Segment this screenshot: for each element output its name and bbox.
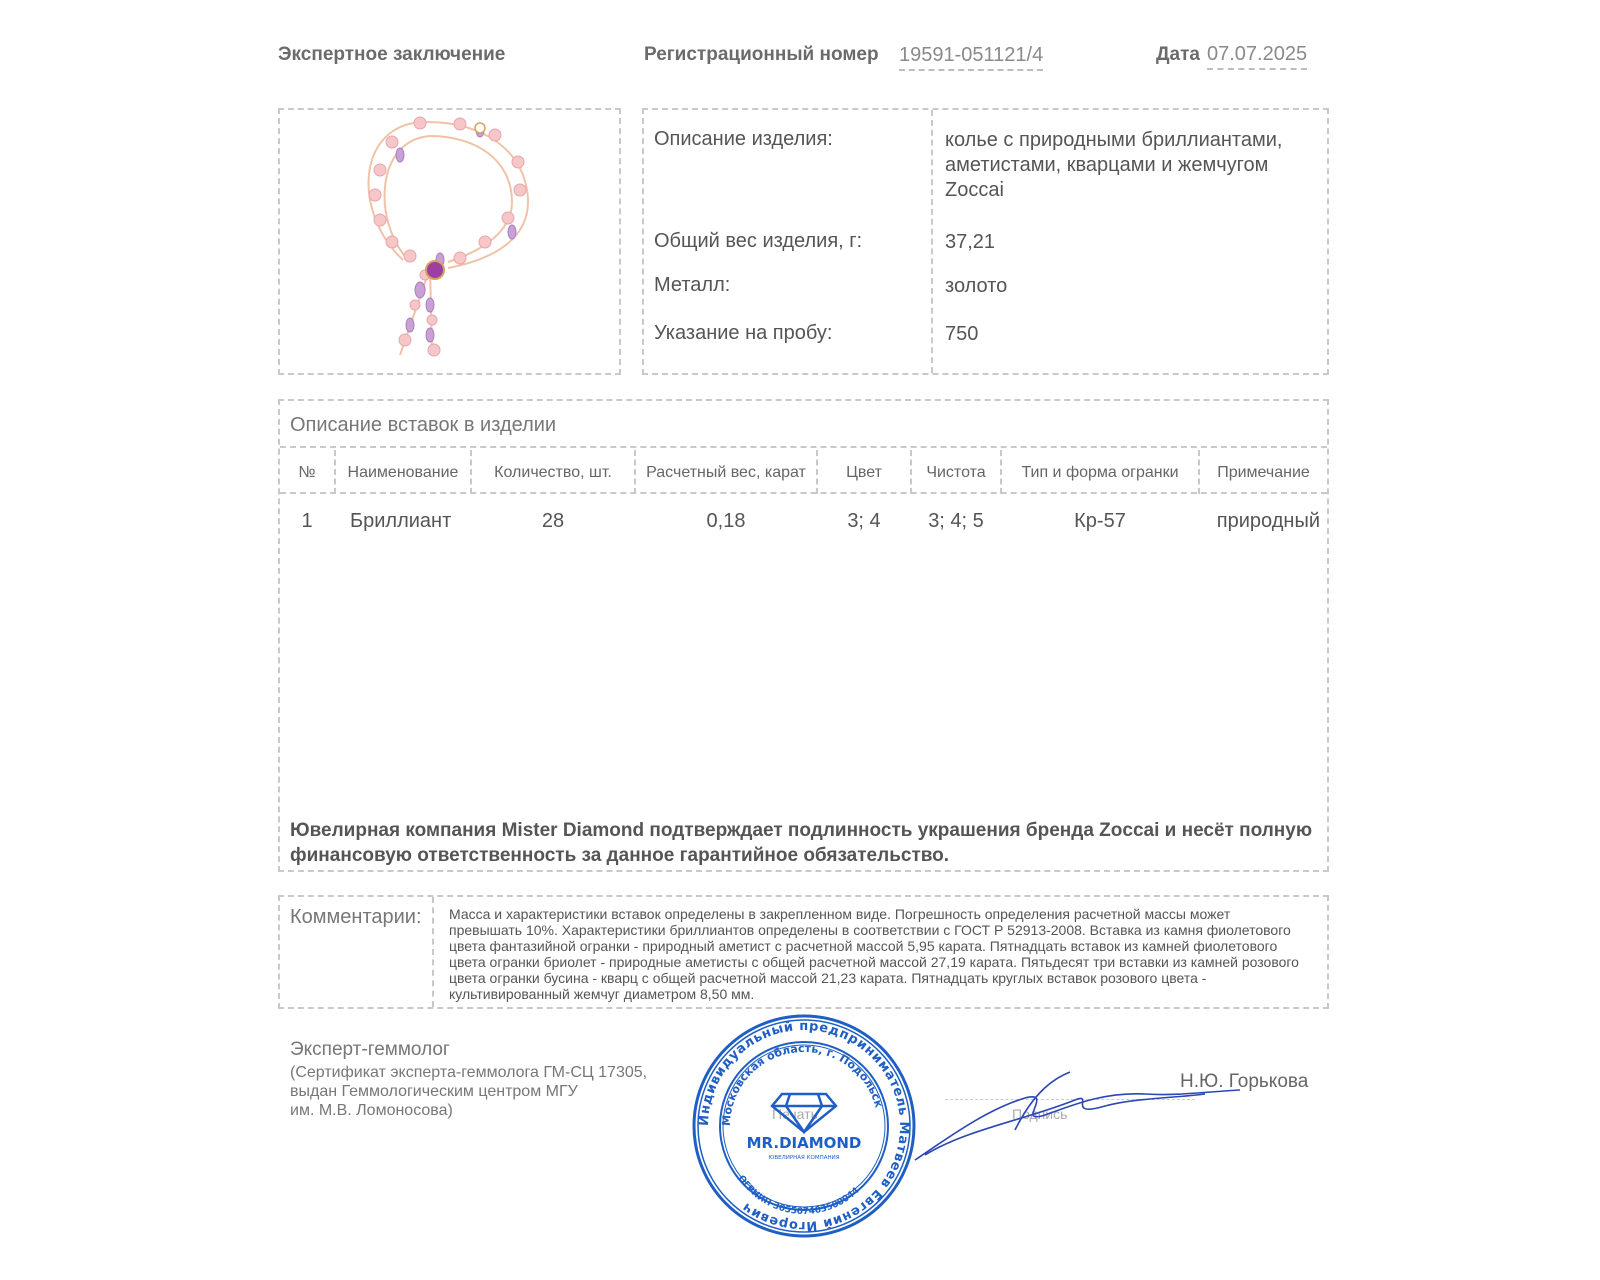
registration-number: 19591-051121/4 [899,44,1043,71]
description-value [945,128,1282,203]
signature-scribble [905,1070,1245,1170]
date-label: Дата [1156,44,1200,65]
weight-label: Общий вес изделия, г: [654,230,863,252]
column-header-note: Примечание [1217,464,1310,481]
cell-cut: Кр-57 [1074,510,1126,532]
company-seal [690,1012,918,1240]
description-line: аметистами, кварцами и жемчугом [945,154,1269,176]
comment-line: цвета фантазийной огранки - природный аметист с расчетной массой 5,95 карата. Пятнадцать вставок из камней фиолетового [449,938,1278,954]
description-line: колье с природными бриллиантами, [945,129,1283,151]
table-header-bottom-line [280,492,1327,494]
item-description-divider [931,110,933,373]
cell-weight: 0,18 [706,510,746,532]
table-header-top-line [280,446,1327,448]
cell-color: 3; 4 [847,510,881,532]
registration-label: Регистрационный номер [644,44,879,65]
seal-ogrnip: ОГРНИП 305507403500044 [735,1173,862,1218]
cell-name: Бриллиант [350,510,452,532]
certificate-line: (Сертификат эксперта-геммолога ГМ-СЦ 17305, [290,1064,648,1081]
guarantee-line: финансовую ответственность за данное гарантийное обязательство. [290,845,950,866]
description-line: Zoccai [945,179,1004,201]
column-header-clarity: Чистота [926,464,986,481]
cell-quantity: 28 [541,510,565,532]
metal-value: золото [945,275,1008,297]
cell-clarity: 3; 4; 5 [928,510,984,532]
stamp-placeholder-label: Печать [772,1106,818,1122]
expert-title: Эксперт-геммолог [290,1039,450,1060]
weight-value: 37,21 [945,231,996,253]
seal-logo-subtitle: ЮВЕЛИРНАЯ КОМПАНИЯ [768,1155,840,1161]
column-header-weight: Расчетный вес, карат [646,464,806,481]
column-header-color: Цвет [846,464,882,481]
inserts-title: Описание вставок в изделии [290,414,557,436]
guarantee-line: Ювелирная компания Mister Diamond подтверждает подлинность украшения бренда Zoccai и несёт полную [290,820,1313,841]
date-value: 07.07.2025 [1207,43,1307,70]
column-header-cut: Тип и форма огранки [1021,464,1179,481]
certificate-line: выдан Геммологическим центром МГУ [290,1083,578,1100]
guarantee-statement [290,818,1330,868]
signature-placeholder-label: Подпись [1012,1106,1068,1122]
comment-line: Масса и характеристики вставок определены в закрепленном виде. Погрешность определения расчетной массы может [449,906,1231,922]
comments-divider [432,897,434,1007]
certificate-line: им. М.В. Ломоносова) [290,1102,453,1119]
comments-label: Комментарии: [290,906,422,928]
assay-value: 750 [945,323,979,345]
cell-number: 1 [301,510,313,532]
assay-label: Указание на пробу: [654,322,833,344]
metal-label: Металл: [654,274,731,296]
column-header-number: № [298,464,316,481]
seal-inner-text: Московская область, г. Подольск [719,1041,886,1127]
comment-line: цвета огранки бусина - кварц с общей расчетной массой 21,23 карата. Пятнадцать круглых вставок розового цвета - [449,970,1207,986]
comments-text [449,906,1319,1002]
description-label: Описание изделия: [654,128,833,150]
comment-line: цвета огранки бриолет - природные аметисты с общей расчетной массой 27,19 карата. Пятьдесят три вставки из камней розового [449,954,1299,970]
document-title: Экспертное заключение [278,44,506,65]
expert-certificate [290,1063,647,1120]
cell-note: природный [1216,510,1320,532]
expert-name: Н.Ю. Горькова [1180,1071,1309,1092]
seal-outer-text: Индивидуальный предприниматель Матвеев Евгений Игоревич [696,1018,912,1234]
comment-line: культивированный жемчуг диаметром 8,50 мм. [449,986,755,1002]
column-header-name: Наименование [347,464,459,481]
column-header-quantity: Количество, шт. [494,464,612,481]
diamond-icon [772,1094,836,1132]
comment-line: превышать 10%. Характеристики бриллиантов определены в соответствии с ГОСТ Р 52913-2008. Вставка из камня фиолетового [449,922,1291,938]
seal-logo-text: MR.DIAMOND [746,1134,862,1152]
necklace-image [280,110,619,373]
product-photo-frame [278,108,621,375]
